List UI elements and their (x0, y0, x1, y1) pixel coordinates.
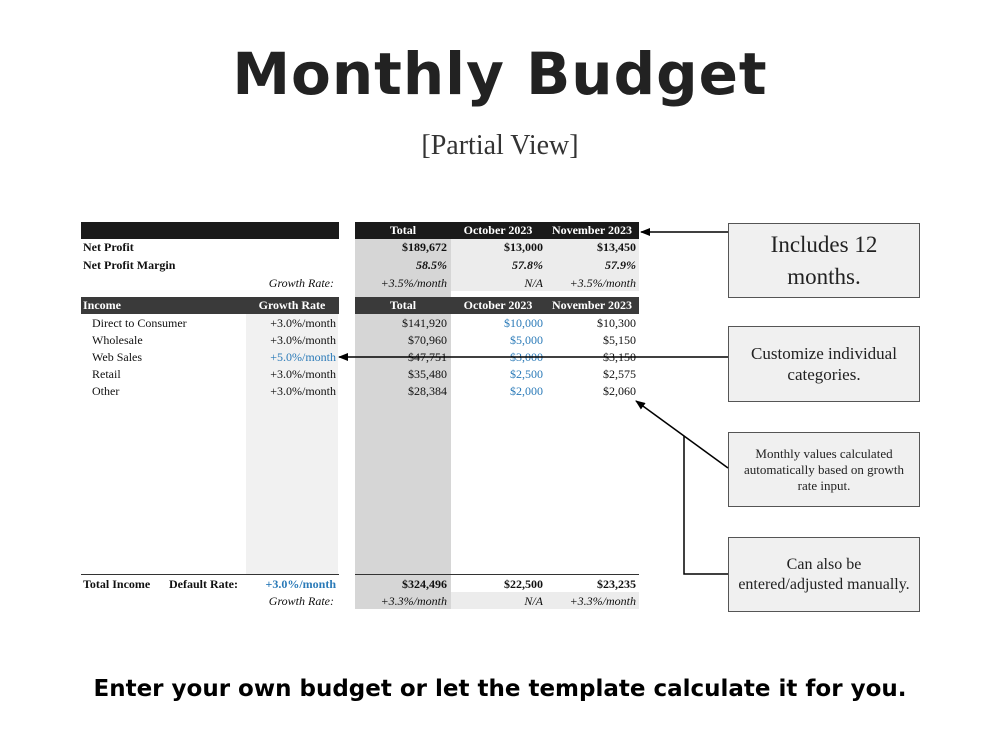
net-profit-margin-total: 58.5% (416, 258, 447, 272)
income-growth-label: Growth Rate: (268, 594, 334, 608)
net-profit-oct: $13,000 (504, 240, 543, 254)
income-oct-input[interactable]: $2,500 (510, 367, 543, 381)
income-header-total: Total (389, 298, 417, 312)
total-income-total: $324,496 (402, 577, 447, 591)
summary-growth-oct: N/A (524, 276, 543, 290)
income-nov[interactable]: $10,300 (597, 316, 636, 330)
income-header-oct: October 2023 (463, 298, 533, 312)
income-growth-input[interactable]: +3.0%/month (270, 333, 336, 347)
income-label: Retail (92, 367, 121, 381)
total-income-label: Total Income (83, 577, 151, 591)
summary-header-total: Total (389, 223, 417, 237)
income-label: Wholesale (92, 333, 143, 347)
income-section-label: Income (83, 298, 121, 312)
net-profit-nov: $13,450 (597, 240, 636, 254)
default-rate-label: Default Rate: (169, 577, 238, 591)
summary-growth-label: Growth Rate: (268, 276, 334, 290)
income-nov[interactable]: $5,150 (603, 333, 636, 347)
footer-tagline: Enter your own budget or let the template calculate it for you. (93, 676, 907, 702)
page-subtitle: [Partial View] (421, 130, 579, 161)
income-header-nov: November 2023 (551, 298, 633, 312)
income-growth-header: Growth Rate (258, 298, 326, 312)
callout-text: Can also be entered/adjusted manually. (738, 555, 910, 593)
net-profit-margin-oct: 57.8% (512, 258, 543, 272)
income-growth-input[interactable]: +3.0%/month (270, 316, 336, 330)
net-profit-label: Net Profit (83, 240, 134, 254)
summary-header-oct: October 2023 (463, 223, 533, 237)
income-oct-input[interactable]: $5,000 (510, 333, 543, 347)
net-profit-margin-nov: 57.9% (605, 258, 636, 272)
callout-text: Customize individual categories. (751, 344, 897, 384)
income-growth-input[interactable]: +3.0%/month (270, 367, 336, 381)
income-nov[interactable]: $2,060 (603, 384, 636, 398)
total-income-nov: $23,235 (597, 577, 636, 591)
income-total: $141,920 (402, 316, 447, 330)
income-total: $28,384 (408, 384, 447, 398)
summary-growth-total: +3.5%/month (380, 276, 447, 290)
income-growth-input[interactable]: +3.0%/month (270, 384, 336, 398)
arrow-manual-bracket (684, 436, 728, 574)
income-oct-input[interactable]: $10,000 (504, 316, 543, 330)
page-title: Monthly Budget (232, 40, 768, 108)
income-oct-input[interactable]: $2,000 (510, 384, 543, 398)
income-nov[interactable]: $2,575 (603, 367, 636, 381)
income-label: Other (92, 384, 120, 398)
income-nov[interactable]: $3,150 (603, 350, 636, 364)
income-growth-total: +3.3%/month (380, 594, 447, 608)
income-growth-oct: N/A (524, 594, 543, 608)
total-income-oct: $22,500 (504, 577, 543, 591)
callout-text: Includes 12 months. (770, 231, 878, 289)
net-profit-total: $189,672 (402, 240, 447, 254)
income-label: Direct to Consumer (92, 316, 187, 330)
net-profit-margin-label: Net Profit Margin (83, 258, 176, 272)
arrow-to-calculated-value (636, 401, 728, 468)
income-total: $47,751 (408, 350, 447, 364)
default-rate-input[interactable]: +3.0%/month (265, 577, 336, 591)
summary-header-nov: November 2023 (551, 223, 633, 237)
income-oct-input[interactable]: $3,000 (510, 350, 543, 364)
income-total: $70,960 (408, 333, 447, 347)
callout-text: Monthly values calculated automatically based on growth rate input. (744, 445, 904, 493)
income-growth-nov: +3.3%/month (569, 594, 636, 608)
income-growth-input[interactable]: +5.0%/month (270, 350, 336, 364)
income-label: Web Sales (92, 350, 143, 364)
income-total: $35,480 (408, 367, 447, 381)
summary-growth-nov: +3.5%/month (569, 276, 636, 290)
